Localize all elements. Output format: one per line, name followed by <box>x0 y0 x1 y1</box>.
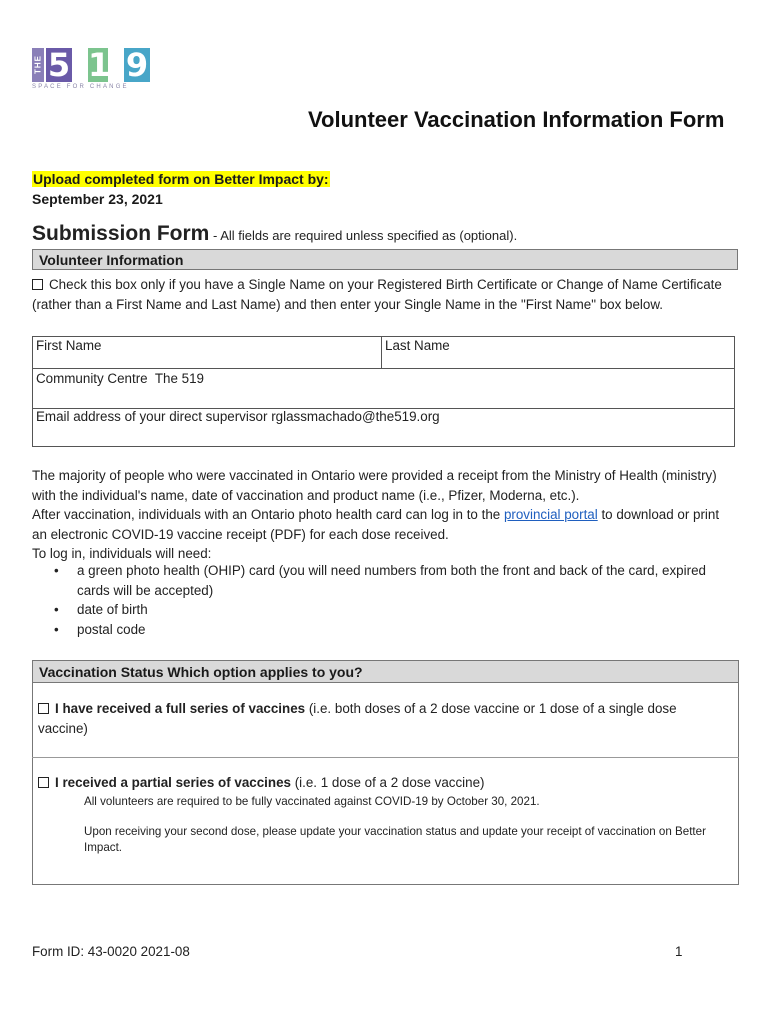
update-note: Upon receiving your second dose, please update your vaccination status and update your receipt of vaccination on Better Impact. <box>84 825 706 854</box>
full-series-option[interactable] <box>38 699 728 739</box>
vaccine-receipt-info <box>32 466 732 564</box>
upload-notice: Upload completed form on Better Impact by: <box>33 171 329 187</box>
full-series-detail: (i.e. both doses of a 2 dose vaccine or 1 dose of a single dose vaccine) <box>38 701 677 736</box>
logo-digit-1: 1 <box>88 46 111 84</box>
page-title: Volunteer Vaccination Information Form <box>308 107 725 132</box>
info-p2-before: After vaccination, individuals with an Ontario photo health card can log in to the <box>32 507 504 522</box>
first-name-field[interactable] <box>32 336 382 369</box>
logo-digit-5: 5 <box>47 46 71 84</box>
divider <box>32 757 739 758</box>
partial-series-checkbox[interactable] <box>38 777 49 788</box>
vaccination-status-heading: Vaccination Status Which option applies to you? <box>32 660 739 683</box>
org-logo <box>32 44 150 90</box>
requirement-note: All volunteers are required to be fully vaccinated against COVID-19 by October 30, 2021. <box>84 795 540 808</box>
provincial-portal-link[interactable]: provincial portal <box>503 507 598 522</box>
first-name-label: First Name <box>36 338 102 353</box>
full-series-checkbox[interactable] <box>38 703 49 714</box>
volunteer-info-heading: Volunteer Information <box>32 249 738 270</box>
info-paragraph-3: To log in, individuals will need: <box>32 546 212 561</box>
logo-tagline: SPACE FOR CHANGE <box>32 84 129 90</box>
partial-series-option[interactable] <box>38 773 728 793</box>
info-paragraph-1: The majority of people who were vaccinated in Ontario were provided a receipt from the Ministry of Health (ministry) with the individual's name, date of vaccination and product name (i.e., Pfizer, Moderna, etc.). <box>32 468 717 503</box>
list-item: • date of birth <box>50 600 740 620</box>
form-id: Form ID: 43-0020 2021-08 <box>32 944 190 959</box>
last-name-field[interactable] <box>382 336 735 369</box>
single-name-row <box>32 275 732 315</box>
community-centre-value: The 519 <box>154 371 204 386</box>
submission-heading <box>32 222 517 246</box>
info-p2-after: to download or print an electronic COVID-19 vaccine receipt (PDF) for each dose received. <box>32 507 720 542</box>
supervisor-email-field[interactable] <box>32 409 735 447</box>
login-requirements-list <box>50 561 740 639</box>
info-paragraph-2 <box>32 505 732 544</box>
submission-note: - All fields are required unless specified as (optional). <box>209 228 518 243</box>
deadline-date: September 23, 2021 <box>32 191 163 207</box>
full-series-label: I have received a full series of vaccines <box>55 701 306 716</box>
list-item: • postal code <box>50 620 740 640</box>
supervisor-email-value: rglassmachado@the519.org <box>271 409 440 424</box>
community-centre-field[interactable] <box>32 369 735 409</box>
partial-series-label: I received a partial series of vaccines <box>55 775 291 790</box>
submission-title: Submission Form <box>32 222 210 245</box>
list-item: • a green photo health (OHIP) card (you will need numbers from both the front and back of the card, expired cards will be accepted) <box>50 561 740 600</box>
community-centre-label: Community Centre <box>36 371 148 386</box>
supervisor-email-label: Email address of your direct supervisor <box>36 409 268 424</box>
logo-digit-9: 9 <box>125 46 149 84</box>
single-name-text: Check this box only if you have a Single Name on your Registered Birth Certificate or Change of Name Certificate (rather than a First Name and Last Name) and then enter your Single Name in the "First Name" box below. <box>32 277 722 312</box>
single-name-checkbox[interactable] <box>32 279 43 290</box>
logo-the-mark: THE <box>32 48 44 82</box>
last-name-label: Last Name <box>385 338 450 353</box>
partial-series-detail: (i.e. 1 dose of a 2 dose vaccine) <box>290 775 485 790</box>
page-number: 1 <box>675 944 683 959</box>
